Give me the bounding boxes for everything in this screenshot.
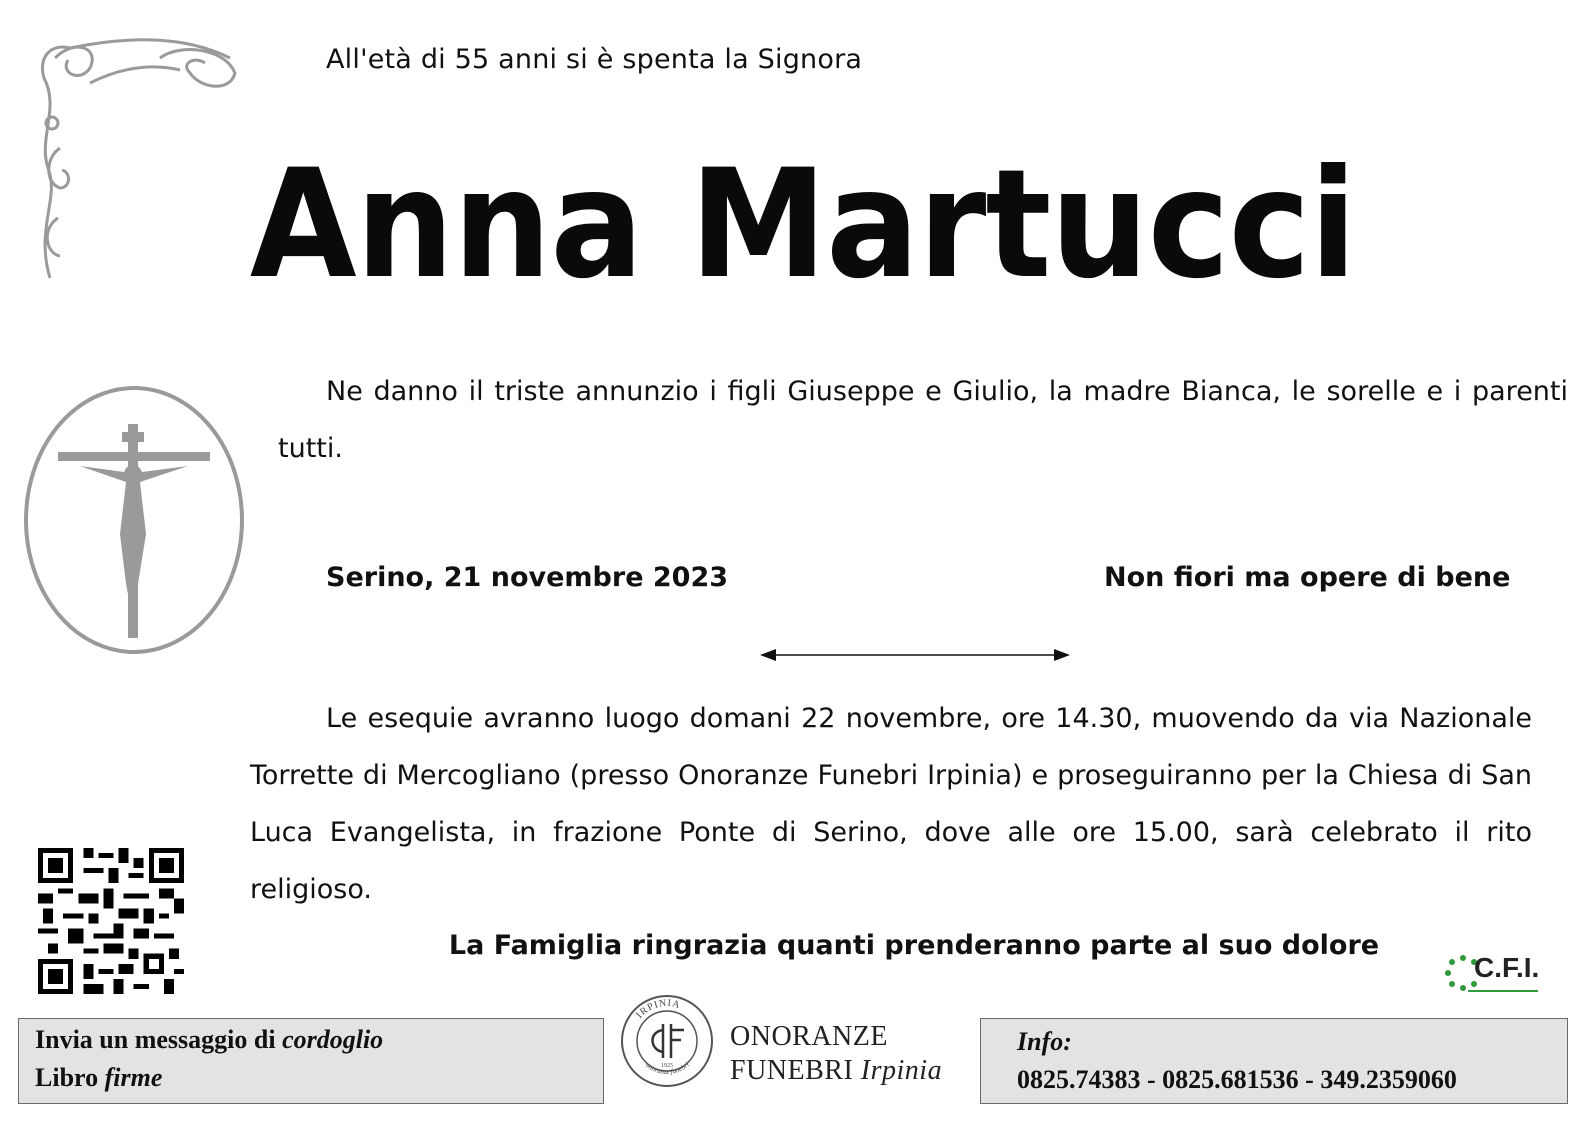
funeral-details: Le esequie avranno luogo domani 22 novembre, ore 14.30, muovendo da via Nazionale Torrette di Mercogliano (presso Onoranze Funebri Irpinia) e proseguiranno per la Chiesa di San Luca Evangelista, in frazione Ponte di Serino, dove alle ore 15.00, sarà celebrato il rito religioso. bbox=[250, 703, 1532, 905]
deceased-name: Anna Martucci bbox=[249, 138, 1356, 312]
funeral-home-logo-icon bbox=[618, 992, 716, 1090]
funeral-home-name: ONORANZE FUNEBRI Irpinia bbox=[730, 1021, 943, 1086]
family-thanks: La Famiglia ringrazia quanti prenderanno parte al suo dolore bbox=[448, 930, 1380, 961]
intro-text: All'età di 55 anni si è spenta la Signora bbox=[326, 44, 863, 75]
guestbook-link[interactable]: Libro firme bbox=[35, 1063, 163, 1092]
cfi-logo-text: C.F.I. bbox=[1474, 952, 1540, 983]
logo-arc-text: IRPINIA bbox=[634, 997, 682, 1021]
crucifix-icon bbox=[22, 384, 246, 656]
announcement-text: Ne danno il triste annunzio i figli Giuseppe e Giulio, la madre Bianca, le sorelle e i parenti tutti. bbox=[278, 376, 1568, 464]
no-flowers-note: Non fiori ma opere di bene bbox=[1104, 562, 1511, 593]
phone-numbers[interactable]: 0825.74383 - 0825.681536 - 349.2359060 bbox=[1017, 1065, 1457, 1094]
logo-bottom-text: onoranze funebri bbox=[644, 1060, 691, 1077]
qr-code[interactable] bbox=[38, 848, 184, 994]
info-box: Info: 0825.74383 - 0825.681536 - 349.2359060 bbox=[980, 1018, 1568, 1104]
double-arrow-divider bbox=[760, 645, 1070, 665]
svg-text:IRPINIA bbox=[634, 998, 682, 1021]
logo-year: 1925 bbox=[661, 1063, 673, 1069]
cfi-logo bbox=[1444, 952, 1544, 1000]
info-label: Info bbox=[1017, 1027, 1064, 1056]
condolence-box[interactable] bbox=[18, 1018, 604, 1104]
cfi-underline bbox=[1468, 990, 1538, 992]
condolence-link[interactable]: Invia un messaggio di cordoglio bbox=[35, 1025, 384, 1054]
place-date: Serino, 21 novembre 2023 bbox=[326, 562, 729, 593]
